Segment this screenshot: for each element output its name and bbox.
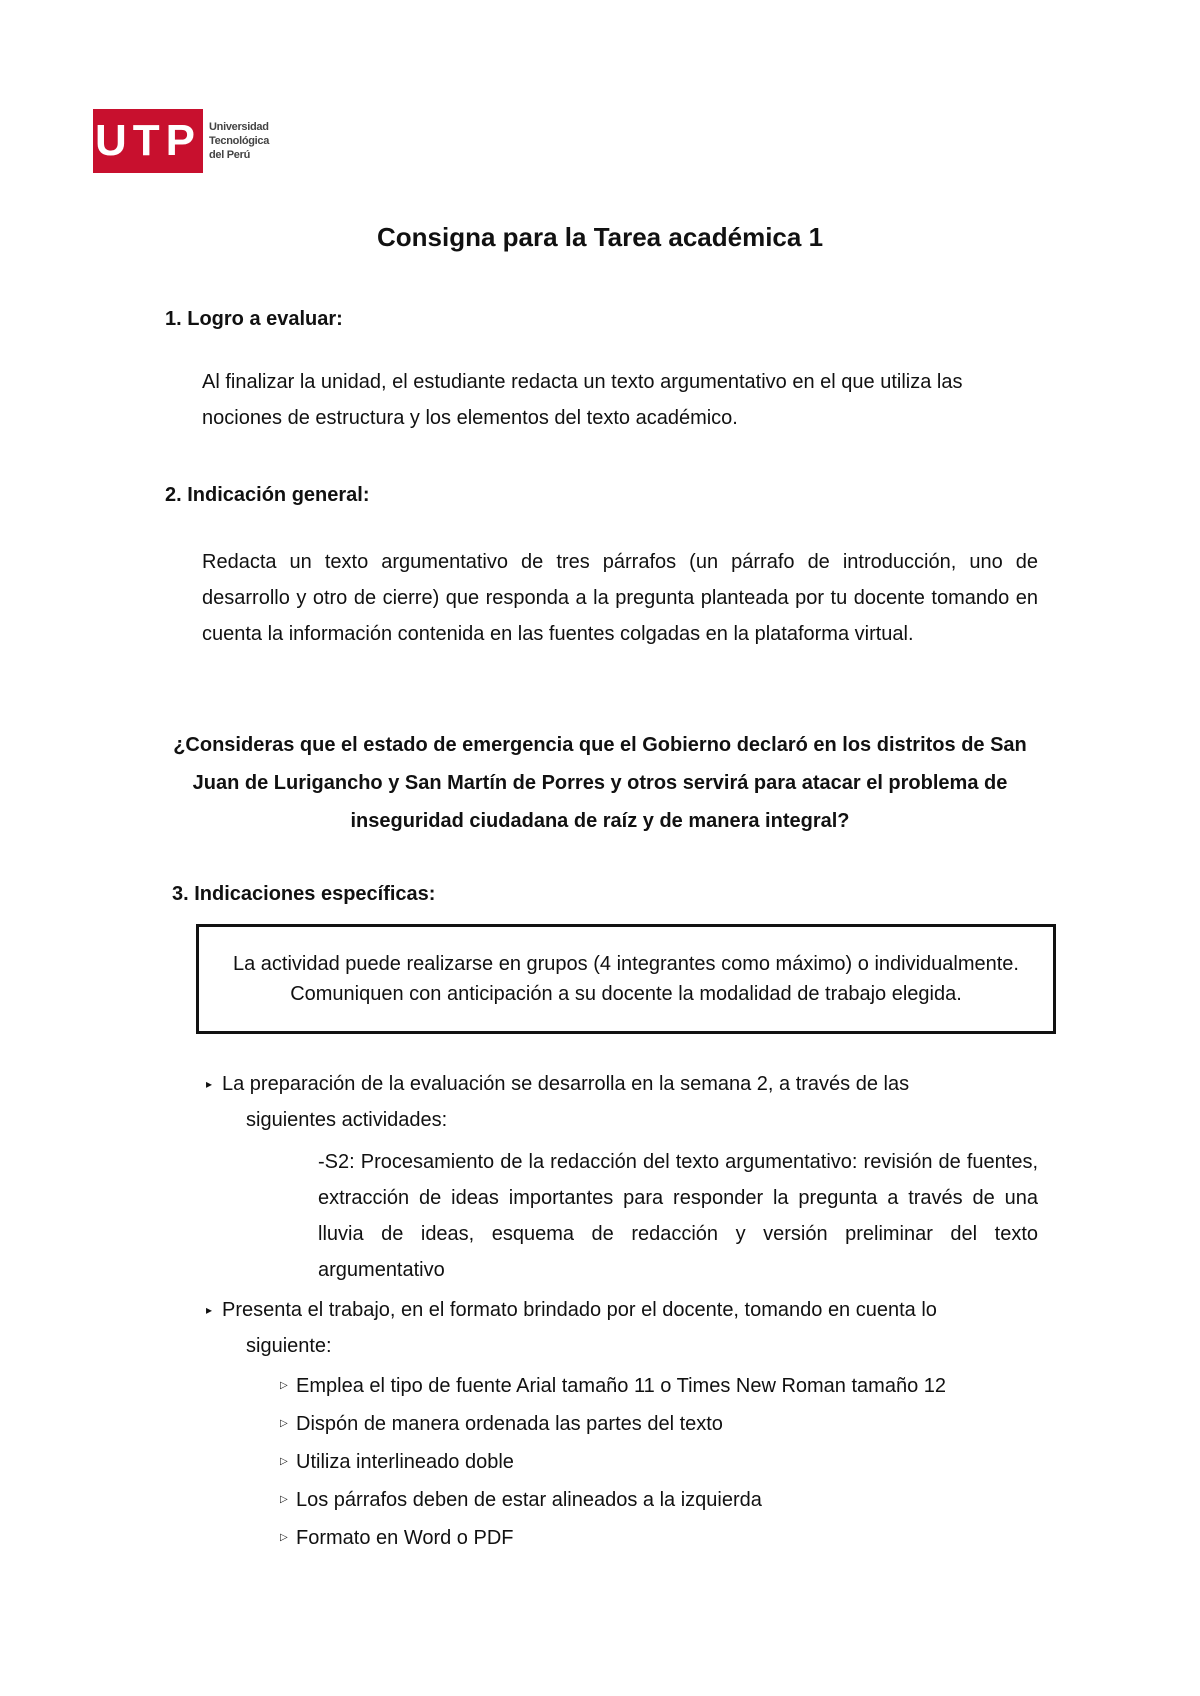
page-title: Consigna para la Tarea académica 1 [376,222,824,252]
sub-bullet-item [280,1444,514,1480]
sub-bullet-text: Los párrafos deben de estar alineados a la izquierda [296,1489,762,1511]
section-2-heading: 2. Indicación general: [165,484,370,506]
sub-bullet-text: Utiliza interlineado doble [296,1451,514,1473]
sub-bullet-item [280,1482,762,1518]
bullet-item [206,1292,937,1328]
logo-mark [93,109,203,173]
sub-bullet-item [280,1368,946,1404]
logo-name-line: Tecnológica [209,135,270,147]
triangle-outline-bullet-icon: ▷ [280,1456,288,1467]
section-2-text: Redacta un texto argumentativo de tres párrafos (un párrafo de introducción, uno de desarrollo y otro de cierre) que responda a la pregunta planteada por tu docente tomando en cuenta la información contenida en las fuentes colgadas en la plataforma virtual. [202,551,1038,645]
utp-logo [93,109,269,173]
triangle-outline-bullet-icon: ▷ [280,1418,288,1429]
bullet-continuation: siguiente: [246,1335,332,1357]
sub-bullet-text: Dispón de manera ordenada las partes del texto [296,1413,723,1435]
section-1-heading: 1. Logro a evaluar: [165,308,343,330]
bullet-text: Presenta el trabajo, en el formato brindado por el docente, tomando en cuenta lo [222,1299,937,1321]
sub-bullet-item [280,1406,723,1442]
bullet-continuation: siguientes actividades: [246,1109,448,1131]
sub-bullet-text: Emplea el tipo de fuente Arial tamaño 11 o Times New Roman tamaño 12 [296,1375,946,1397]
bullet-detail: -S2: Procesamiento de la redacción del texto argumentativo: revisión de fuentes, extracción de ideas importantes para responder la pregunta a través de una lluvia de ideas, esquema de redacción y versión preliminar del texto argumentativo [318,1151,1038,1281]
bullet-text: La preparación de la evaluación se desarrolla en la semana 2, a través de las [222,1073,910,1095]
triangle-outline-bullet-icon: ▷ [280,1494,288,1505]
logo-name-line: del Perú [209,149,251,161]
group-info-box [196,924,1056,1034]
sub-bullet-item [280,1520,513,1556]
bullet-item [206,1066,909,1102]
group-info-text: La actividad puede realizarse en grupos (4 integrantes como máximo) o individualmente. Comuniquen con anticipación a su docente la modalidad de trabajo elegida. [233,953,1019,1005]
triangle-bullet-icon: ▸ [206,1077,213,1091]
section-1-text: Al finalizar la unidad, el estudiante redacta un texto argumentativo en el que utiliza las nociones de estructura y los elementos del texto académico. [202,371,963,429]
sub-bullet-text: Formato en Word o PDF [296,1527,514,1549]
logo-name-line: Universidad [209,121,269,133]
research-question: ¿Consideras que el estado de emergencia que el Gobierno declaró en los distritos de San Juan de Lurigancho y San Martín de Porres y otros servirá para atacar el problema de inseguridad ciudadana de raíz y de manera integral? [173,734,1027,832]
triangle-bullet-icon: ▸ [206,1303,213,1317]
triangle-outline-bullet-icon: ▷ [280,1532,288,1543]
logo-letters: UTP [95,116,201,165]
section-3-heading: 3. Indicaciones específicas: [172,883,436,905]
logo-name [209,120,269,162]
triangle-outline-bullet-icon: ▷ [280,1380,288,1391]
